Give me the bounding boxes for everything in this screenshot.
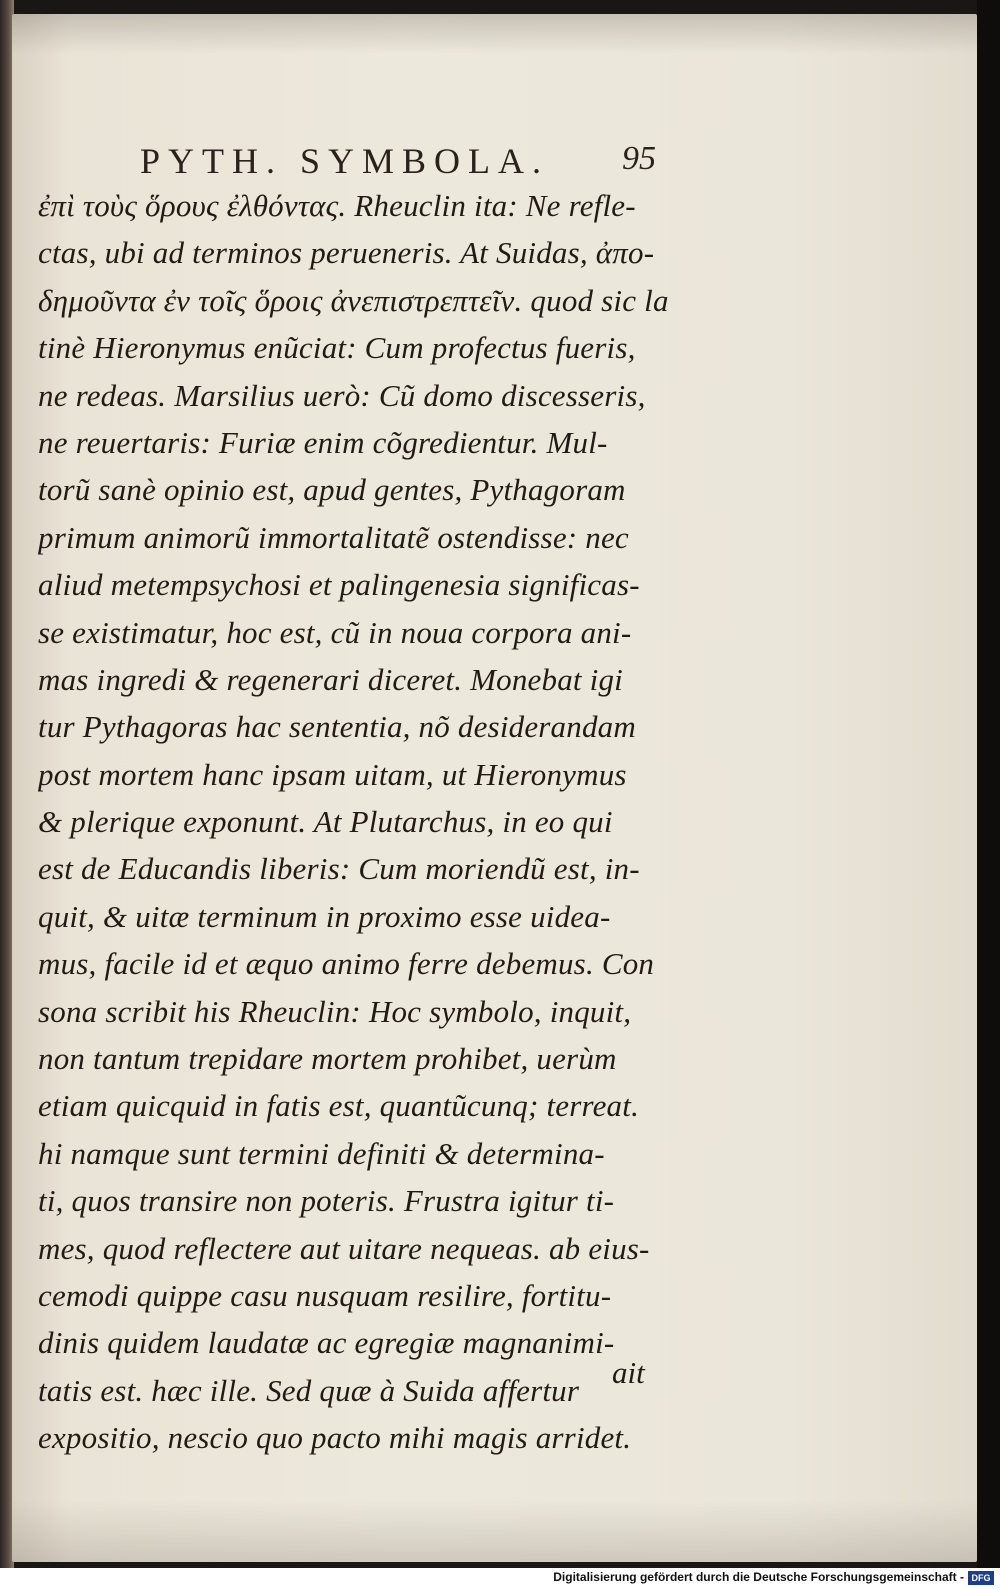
- text-line: ne reuertaris: Furiæ enim cõgredientur. Mul-: [38, 424, 608, 460]
- text-line: expositio, nescio quo pacto mihi magis arridet.: [38, 1420, 632, 1456]
- text-line: mus, facile id et æquo animo ferre debemus. Con: [38, 946, 655, 982]
- text-line: ne redeas. Marsilius uerò: Cũ domo discesseris,: [38, 377, 646, 413]
- text-line: tatis est. hæc ille. Sed quæ à Suida affertur: [38, 1372, 580, 1408]
- body-text: [38, 182, 678, 1462]
- text-line: est de Educandis liberis: Cum moriendũ est, in-: [38, 851, 640, 887]
- text-line: post mortem hanc ipsam uitam, ut Hieronymus: [38, 756, 627, 792]
- page-number: 95: [622, 140, 656, 177]
- text-line: non tantum trepidare mortem prohibet, uerùm: [38, 1041, 617, 1077]
- text-line: quit, & uitæ terminum in proximo esse uidea-: [38, 898, 611, 934]
- page-shadow-bottom: [12, 1500, 977, 1562]
- funding-credit: Digitalisierung gefördert durch die Deutsche Forschungsgemeinschaft -: [553, 1570, 964, 1584]
- digitization-footer: [0, 1568, 1000, 1589]
- running-head: PYTH. SYMBOLA.: [140, 141, 550, 181]
- text-line: hi namque sunt termini definiti & determina-: [38, 1135, 605, 1171]
- text-line: & plerique exponunt. At Plutarchus, in eo qui: [38, 804, 613, 840]
- dfg-logo-icon: DFG: [968, 1571, 994, 1585]
- text-line: torũ sanè opinio est, apud gentes, Pythagoram: [38, 472, 626, 508]
- text-line: tur Pythagoras hac sententia, nõ desiderandam: [38, 709, 636, 745]
- text-line: tinè Hieronymus enũciat: Cum profectus fueris,: [38, 330, 636, 366]
- text-line: aliud metempsychosi et palingenesia significas-: [38, 567, 640, 603]
- text-line: mas ingredi & regenerari diceret. Monebat igi: [38, 661, 623, 697]
- catchword: ait: [612, 1355, 645, 1390]
- page-shadow-top: [12, 14, 977, 54]
- text-line: sona scribit his Rheuclin: Hoc symbolo, inquit,: [38, 993, 632, 1029]
- text-line: δημοῦντα ἐν τοῖς ὅροις ἀνεπιστρεπτεῖν. quod sic la: [38, 282, 669, 318]
- text-line: cemodi quippe casu nusquam resilire, fortitu-: [38, 1277, 612, 1313]
- text-line: mes, quod reflectere aut uitare nequeas. ab eius-: [38, 1230, 650, 1266]
- text-line: primum animorũ immortalitatẽ ostendisse: nec: [38, 519, 629, 555]
- scan-right-margin: [977, 0, 1000, 1568]
- text-line: ἐπὶ τοὺς ὅρους ἐλθόντας. Rheuclin ita: Ne refle-: [38, 188, 636, 223]
- text-line: se existimatur, hoc est, cũ in noua corpora ani-: [38, 614, 632, 650]
- text-line: ctas, ubi ad terminos perueneris. At Suidas, ἀπο-: [38, 235, 655, 271]
- text-line: dinis quidem laudatæ ac egregiæ magnanimi-: [38, 1325, 615, 1361]
- text-line: ti, quos transire non poteris. Frustra igitur ti-: [38, 1183, 615, 1219]
- text-line: etiam quicquid in fatis est, quantũcunq; terreat.: [38, 1088, 640, 1124]
